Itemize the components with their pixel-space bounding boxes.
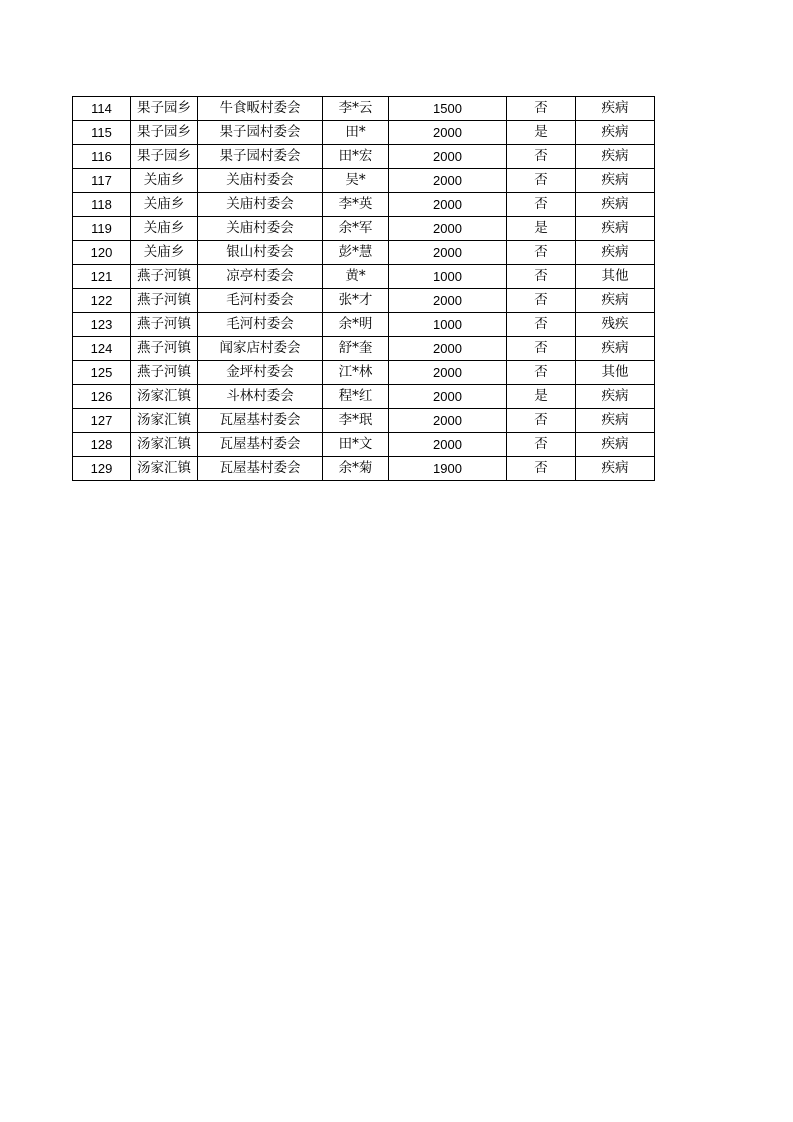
flag-cell: 是 bbox=[507, 121, 576, 145]
table-row bbox=[73, 265, 655, 289]
township-cell: 燕子河镇 bbox=[131, 289, 198, 313]
amount-cell: 1900 bbox=[389, 457, 507, 481]
village-committee-cell: 凉亭村委会 bbox=[198, 265, 323, 289]
flag-cell: 是 bbox=[507, 217, 576, 241]
serial-number-cell: 124 bbox=[73, 337, 131, 361]
serial-number-cell: 126 bbox=[73, 385, 131, 409]
village-committee-cell: 毛河村委会 bbox=[198, 289, 323, 313]
amount-cell: 1500 bbox=[389, 97, 507, 121]
village-committee-cell: 银山村委会 bbox=[198, 241, 323, 265]
flag-cell: 否 bbox=[507, 337, 576, 361]
reason-cell: 疾病 bbox=[576, 241, 655, 265]
serial-number-cell: 116 bbox=[73, 145, 131, 169]
flag-cell: 否 bbox=[507, 145, 576, 169]
table-row bbox=[73, 433, 655, 457]
reason-cell: 其他 bbox=[576, 361, 655, 385]
name-cell: 程*红 bbox=[323, 385, 389, 409]
name-cell: 李*云 bbox=[323, 97, 389, 121]
village-committee-cell: 闻家店村委会 bbox=[198, 337, 323, 361]
serial-number-cell: 129 bbox=[73, 457, 131, 481]
township-cell: 燕子河镇 bbox=[131, 361, 198, 385]
name-cell: 田*宏 bbox=[323, 145, 389, 169]
reason-cell: 疾病 bbox=[576, 337, 655, 361]
reason-cell: 疾病 bbox=[576, 409, 655, 433]
serial-number-cell: 121 bbox=[73, 265, 131, 289]
flag-cell: 否 bbox=[507, 361, 576, 385]
township-cell: 燕子河镇 bbox=[131, 313, 198, 337]
name-cell: 彭*慧 bbox=[323, 241, 389, 265]
amount-cell: 2000 bbox=[389, 241, 507, 265]
reason-cell: 疾病 bbox=[576, 121, 655, 145]
township-cell: 汤家汇镇 bbox=[131, 409, 198, 433]
table-row bbox=[73, 169, 655, 193]
serial-number-cell: 123 bbox=[73, 313, 131, 337]
township-cell: 关庙乡 bbox=[131, 169, 198, 193]
table-row bbox=[73, 121, 655, 145]
reason-cell: 疾病 bbox=[576, 289, 655, 313]
flag-cell: 否 bbox=[507, 289, 576, 313]
name-cell: 李*珉 bbox=[323, 409, 389, 433]
flag-cell: 否 bbox=[507, 97, 576, 121]
village-committee-cell: 关庙村委会 bbox=[198, 169, 323, 193]
amount-cell: 2000 bbox=[389, 433, 507, 457]
table-row bbox=[73, 97, 655, 121]
township-cell: 燕子河镇 bbox=[131, 337, 198, 361]
reason-cell: 疾病 bbox=[576, 193, 655, 217]
village-committee-cell: 瓦屋基村委会 bbox=[198, 433, 323, 457]
township-cell: 关庙乡 bbox=[131, 193, 198, 217]
records-table bbox=[72, 96, 655, 481]
name-cell: 李*英 bbox=[323, 193, 389, 217]
flag-cell: 是 bbox=[507, 385, 576, 409]
amount-cell: 2000 bbox=[389, 217, 507, 241]
reason-cell: 疾病 bbox=[576, 385, 655, 409]
township-cell: 燕子河镇 bbox=[131, 265, 198, 289]
table-row bbox=[73, 337, 655, 361]
reason-cell: 疾病 bbox=[576, 97, 655, 121]
amount-cell: 1000 bbox=[389, 265, 507, 289]
serial-number-cell: 118 bbox=[73, 193, 131, 217]
flag-cell: 否 bbox=[507, 313, 576, 337]
village-committee-cell: 果子园村委会 bbox=[198, 145, 323, 169]
table-row bbox=[73, 457, 655, 481]
table-row bbox=[73, 409, 655, 433]
flag-cell: 否 bbox=[507, 409, 576, 433]
name-cell: 张*才 bbox=[323, 289, 389, 313]
reason-cell: 疾病 bbox=[576, 433, 655, 457]
name-cell: 余*明 bbox=[323, 313, 389, 337]
serial-number-cell: 114 bbox=[73, 97, 131, 121]
village-committee-cell: 毛河村委会 bbox=[198, 313, 323, 337]
township-cell: 果子园乡 bbox=[131, 121, 198, 145]
table-row bbox=[73, 289, 655, 313]
flag-cell: 否 bbox=[507, 241, 576, 265]
table-row bbox=[73, 193, 655, 217]
table-row bbox=[73, 385, 655, 409]
amount-cell: 2000 bbox=[389, 289, 507, 313]
flag-cell: 否 bbox=[507, 265, 576, 289]
reason-cell: 疾病 bbox=[576, 217, 655, 241]
reason-cell: 残疾 bbox=[576, 313, 655, 337]
flag-cell: 否 bbox=[507, 433, 576, 457]
amount-cell: 2000 bbox=[389, 169, 507, 193]
township-cell: 汤家汇镇 bbox=[131, 457, 198, 481]
table-row bbox=[73, 145, 655, 169]
serial-number-cell: 125 bbox=[73, 361, 131, 385]
township-cell: 果子园乡 bbox=[131, 97, 198, 121]
name-cell: 田* bbox=[323, 121, 389, 145]
flag-cell: 否 bbox=[507, 169, 576, 193]
village-committee-cell: 关庙村委会 bbox=[198, 193, 323, 217]
name-cell: 吴* bbox=[323, 169, 389, 193]
serial-number-cell: 122 bbox=[73, 289, 131, 313]
township-cell: 汤家汇镇 bbox=[131, 385, 198, 409]
amount-cell: 2000 bbox=[389, 385, 507, 409]
serial-number-cell: 120 bbox=[73, 241, 131, 265]
village-committee-cell: 瓦屋基村委会 bbox=[198, 409, 323, 433]
amount-cell: 2000 bbox=[389, 121, 507, 145]
reason-cell: 疾病 bbox=[576, 169, 655, 193]
serial-number-cell: 117 bbox=[73, 169, 131, 193]
village-committee-cell: 斗林村委会 bbox=[198, 385, 323, 409]
amount-cell: 2000 bbox=[389, 193, 507, 217]
flag-cell: 否 bbox=[507, 457, 576, 481]
name-cell: 舒*奎 bbox=[323, 337, 389, 361]
village-committee-cell: 瓦屋基村委会 bbox=[198, 457, 323, 481]
table-row bbox=[73, 241, 655, 265]
table-row bbox=[73, 361, 655, 385]
amount-cell: 2000 bbox=[389, 337, 507, 361]
reason-cell: 疾病 bbox=[576, 145, 655, 169]
table-row bbox=[73, 313, 655, 337]
name-cell: 黄* bbox=[323, 265, 389, 289]
serial-number-cell: 128 bbox=[73, 433, 131, 457]
amount-cell: 2000 bbox=[389, 145, 507, 169]
township-cell: 汤家汇镇 bbox=[131, 433, 198, 457]
table-row bbox=[73, 217, 655, 241]
village-committee-cell: 果子园村委会 bbox=[198, 121, 323, 145]
township-cell: 果子园乡 bbox=[131, 145, 198, 169]
amount-cell: 2000 bbox=[389, 409, 507, 433]
serial-number-cell: 127 bbox=[73, 409, 131, 433]
township-cell: 关庙乡 bbox=[131, 217, 198, 241]
name-cell: 余*军 bbox=[323, 217, 389, 241]
flag-cell: 否 bbox=[507, 193, 576, 217]
amount-cell: 1000 bbox=[389, 313, 507, 337]
serial-number-cell: 115 bbox=[73, 121, 131, 145]
village-committee-cell: 牛食畈村委会 bbox=[198, 97, 323, 121]
reason-cell: 疾病 bbox=[576, 457, 655, 481]
township-cell: 关庙乡 bbox=[131, 241, 198, 265]
village-committee-cell: 关庙村委会 bbox=[198, 217, 323, 241]
amount-cell: 2000 bbox=[389, 361, 507, 385]
name-cell: 余*菊 bbox=[323, 457, 389, 481]
village-committee-cell: 金坪村委会 bbox=[198, 361, 323, 385]
name-cell: 田*文 bbox=[323, 433, 389, 457]
serial-number-cell: 119 bbox=[73, 217, 131, 241]
records-table-body bbox=[73, 97, 655, 481]
name-cell: 江*林 bbox=[323, 361, 389, 385]
reason-cell: 其他 bbox=[576, 265, 655, 289]
